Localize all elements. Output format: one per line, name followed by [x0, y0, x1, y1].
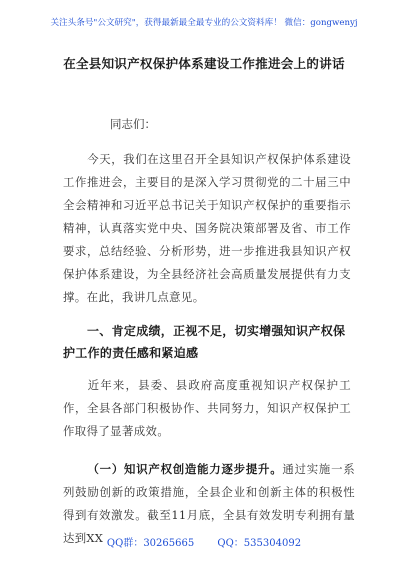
paragraph-intro-text: 今天，我们在这里召开全县知识产权保护体系建设工作推进会，主要目的是深入学习贯彻党的二十届三中全会精神和习近平总书记关于知识产权保护的重要指示精神，认真落实党中央、国务院决策部署及省、市工作要求，总结经验、分析形势，进一步推进我县知识产权保护体系建设，为全县经济社会高质量发展提供有力支撑。在此，我讲几点意见。	[63, 152, 351, 304]
paragraph-creation-text: 通过实施一系列鼓励创新的政策措施，全县企业和创新主体的积极性得到有效激发。截至11月底，全县有效发明专利拥有量达到XX	[63, 462, 355, 545]
footer-contact	[0, 534, 408, 549]
header-promo-note: 关注头条号"公文研究"，获得最新最全最专业的公文资料库！ 微信：gongwenyj	[50, 18, 358, 28]
section-heading-1	[63, 320, 351, 364]
paragraph-achievements-text: 近年来，县委、县政府高度重视知识产权保护工作，全县各部门积极协作、共同努力，知识产权保护工作取得了显著成效。	[63, 378, 351, 438]
paragraph-intro	[63, 148, 351, 309]
section-heading-1-text: 一、肯定成绩，正视不足，切实增强知识产权保护工作的责任感和紧迫感	[63, 324, 346, 360]
subheading-creation: （一）知识产权创造能力逐步提升。	[87, 462, 283, 476]
salutation: 同志们：	[110, 117, 156, 131]
footer-qq: QQ：535304092	[217, 538, 302, 549]
paragraph-achievements	[63, 374, 351, 443]
footer-qq-group: QQ群：30265665	[106, 538, 195, 549]
document-title: 在全县知识产权保护体系建设工作推进会上的讲话	[63, 56, 345, 71]
